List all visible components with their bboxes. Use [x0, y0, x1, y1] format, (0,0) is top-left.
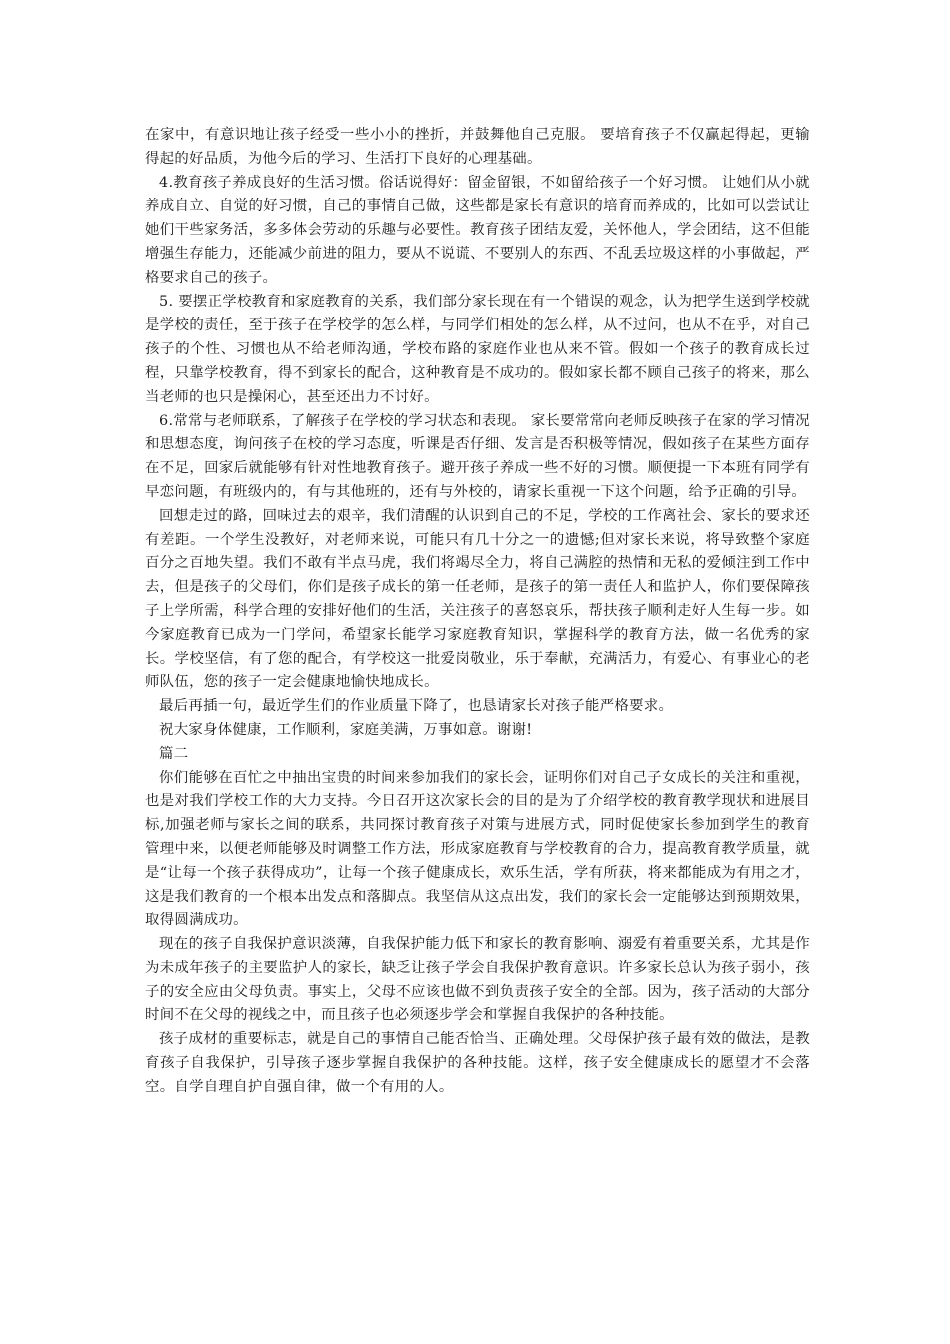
paragraph-item-6: 6.常常与老师联系，了解孩子在学校的学习状态和表现。 家长要常常向老师反映孩子在家的学习情况和思想态度，询问孩子在校的学习态度，听课是否仔细、发言是否积极等情况，假如孩子在某些方面存在不足，回家后就能够有针对性地教育孩子。避开孩子养成一些不好的习惯。顺便提一下本班有同学有早恋问题，有班级内的，有与其他班的，还有与外校的，请家长重视一下这个问题，给予正确的引导。 [145, 412, 810, 500]
paragraph-request: 最后再插一句，最近学生们的作业质量下降了，也恳请家长对孩子能严格要求。 [159, 698, 674, 715]
paragraph-self-protection: 现在的孩子自我保护意识淡薄，自我保护能力低下和家长的教育影响、溺爱有着重要关系，尤其是作为未成年孩子的主要监护人的家长，缺乏让孩子学会自我保护教育意识。许多家长总认为孩子弱小，孩子的安全应由父母负责。事实上，父母不应该也做不到负责孩子安全的全部。因为，孩子活动的大部分时间不在父母的视线之中，而且孩子也必须逐步学会和掌握自我保护的各种技能。 [145, 936, 810, 1024]
paragraph-item-4: 4.教育孩子养成良好的生活习惯。俗话说得好：留金留银，不如留给孩子一个好习惯。 让她们从小就养成自立、自觉的好习惯，自己的事情自己做，这些都是家长有意识的培育而养成的，比如可以尝试让她们干些家务活，多多体会劳动的乐趣与必要性。教育孩子团结友爱，关怀他人，学会团结，这不但能增强生存能力，还能减少前进的阻力，要从不说谎、不要别人的东西、不乱丢垃圾这样的小事做起，严格要求自己的孩子。 [145, 174, 810, 286]
paragraph-item-5: 5. 要摆正学校教育和家庭教育的关系，我们部分家长现在有一个错误的观念，认为把学生送到学校就是学校的责任，至于孩子在学校学的怎么样，与同学们相处的怎么样，从不过问，也从不在乎，对自己孩子的个性、习惯也从不给老师沟通，学校布路的家庭作业也从来不管。假如一个孩子的教育成长过程，只靠学校教育，得不到家长的配合，这种教育是不成功的。假如家长都不顾自己孩子的将来，那么当老师的也只是操闲心，甚至还出力不讨好。 [145, 293, 810, 405]
paragraph-wishes: 祝大家身体健康，工作顺利，家庭美满，万事如意。谢谢! [159, 721, 533, 738]
section-heading-part-two: 篇二 [159, 745, 189, 762]
document-body [145, 124, 810, 1100]
paragraph-opening: 你们能够在百忙之中抽出宝贵的时间来参加我们的家长会，证明你们对自己子女成长的关注和重视，也是对我们学校工作的大力支持。今日召开这次家长会的目的是为了介绍学校的教育教学现状和进展目标,加强老师与家长之间的联系，共同探讨教育孩子对策与进展方式，同时促使家长参加到学生的教育管理中来，以便老师能够及时调整工作方法，形成家庭教育与学校教育的合力，提高教育教学质量，就是“让每一个孩子获得成功”，让每一个孩子健康成长，欢乐生活，学有所获，将来都能成为有用之才，这是我们教育的一个根本出发点和落脚点。我坚信从这点出发，我们的家长会一定能够达到预期效果，取得圆满成功。 [145, 769, 810, 929]
paragraph-continuation: 在家中，有意识地让孩子经受一些小小的挫折，并鼓舞他自己克服。 要培育孩子不仅赢起得起，更输得起的好品质，为他今后的学习、生活打下良好的心理基础。 [145, 127, 810, 167]
paragraph-reflection: 回想走过的路，回味过去的艰辛，我们清醒的认识到自己的不足，学校的工作离社会、家长的要求还有差距。一个学生没教好，对老师来说，可能只有几十分之一的遗憾;但对家长来说，将导致整个家庭百分之百地失望。我们不敢有半点马虎，我们将竭尽全力，将自己满腔的热情和无私的爱倾注到工作中去，但是孩子的父母们，你们是孩子成长的第一任老师，是孩子的第一责任人和监护人，你们要保障孩子上学所需，科学合理的安排好他们的生活，关注孩子的喜怒哀乐，帮扶孩子顺利走好人生每一步。如今家庭教育已成为一门学问，希望家长能学习家庭教育知识，掌握科学的教育方法，做一名优秀的家长。学校坚信，有了您的配合，有学校这一批爱岗敬业，乐于奉献，充满活力，有爱心、有事业心的老师队伍，您的孩子一定会健康地愉快地成长。 [145, 507, 810, 691]
paragraph-growth: 孩子成材的重要标志，就是自己的事情自己能否恰当、正确处理。父母保护孩子最有效的做法，是教育孩子自我保护，引导孩子逐步掌握自我保护的各种技能。这样，孩子安全健康成长的愿望才不会落空。自学自理自护自强自律，做一个有用的人。 [145, 1031, 810, 1095]
